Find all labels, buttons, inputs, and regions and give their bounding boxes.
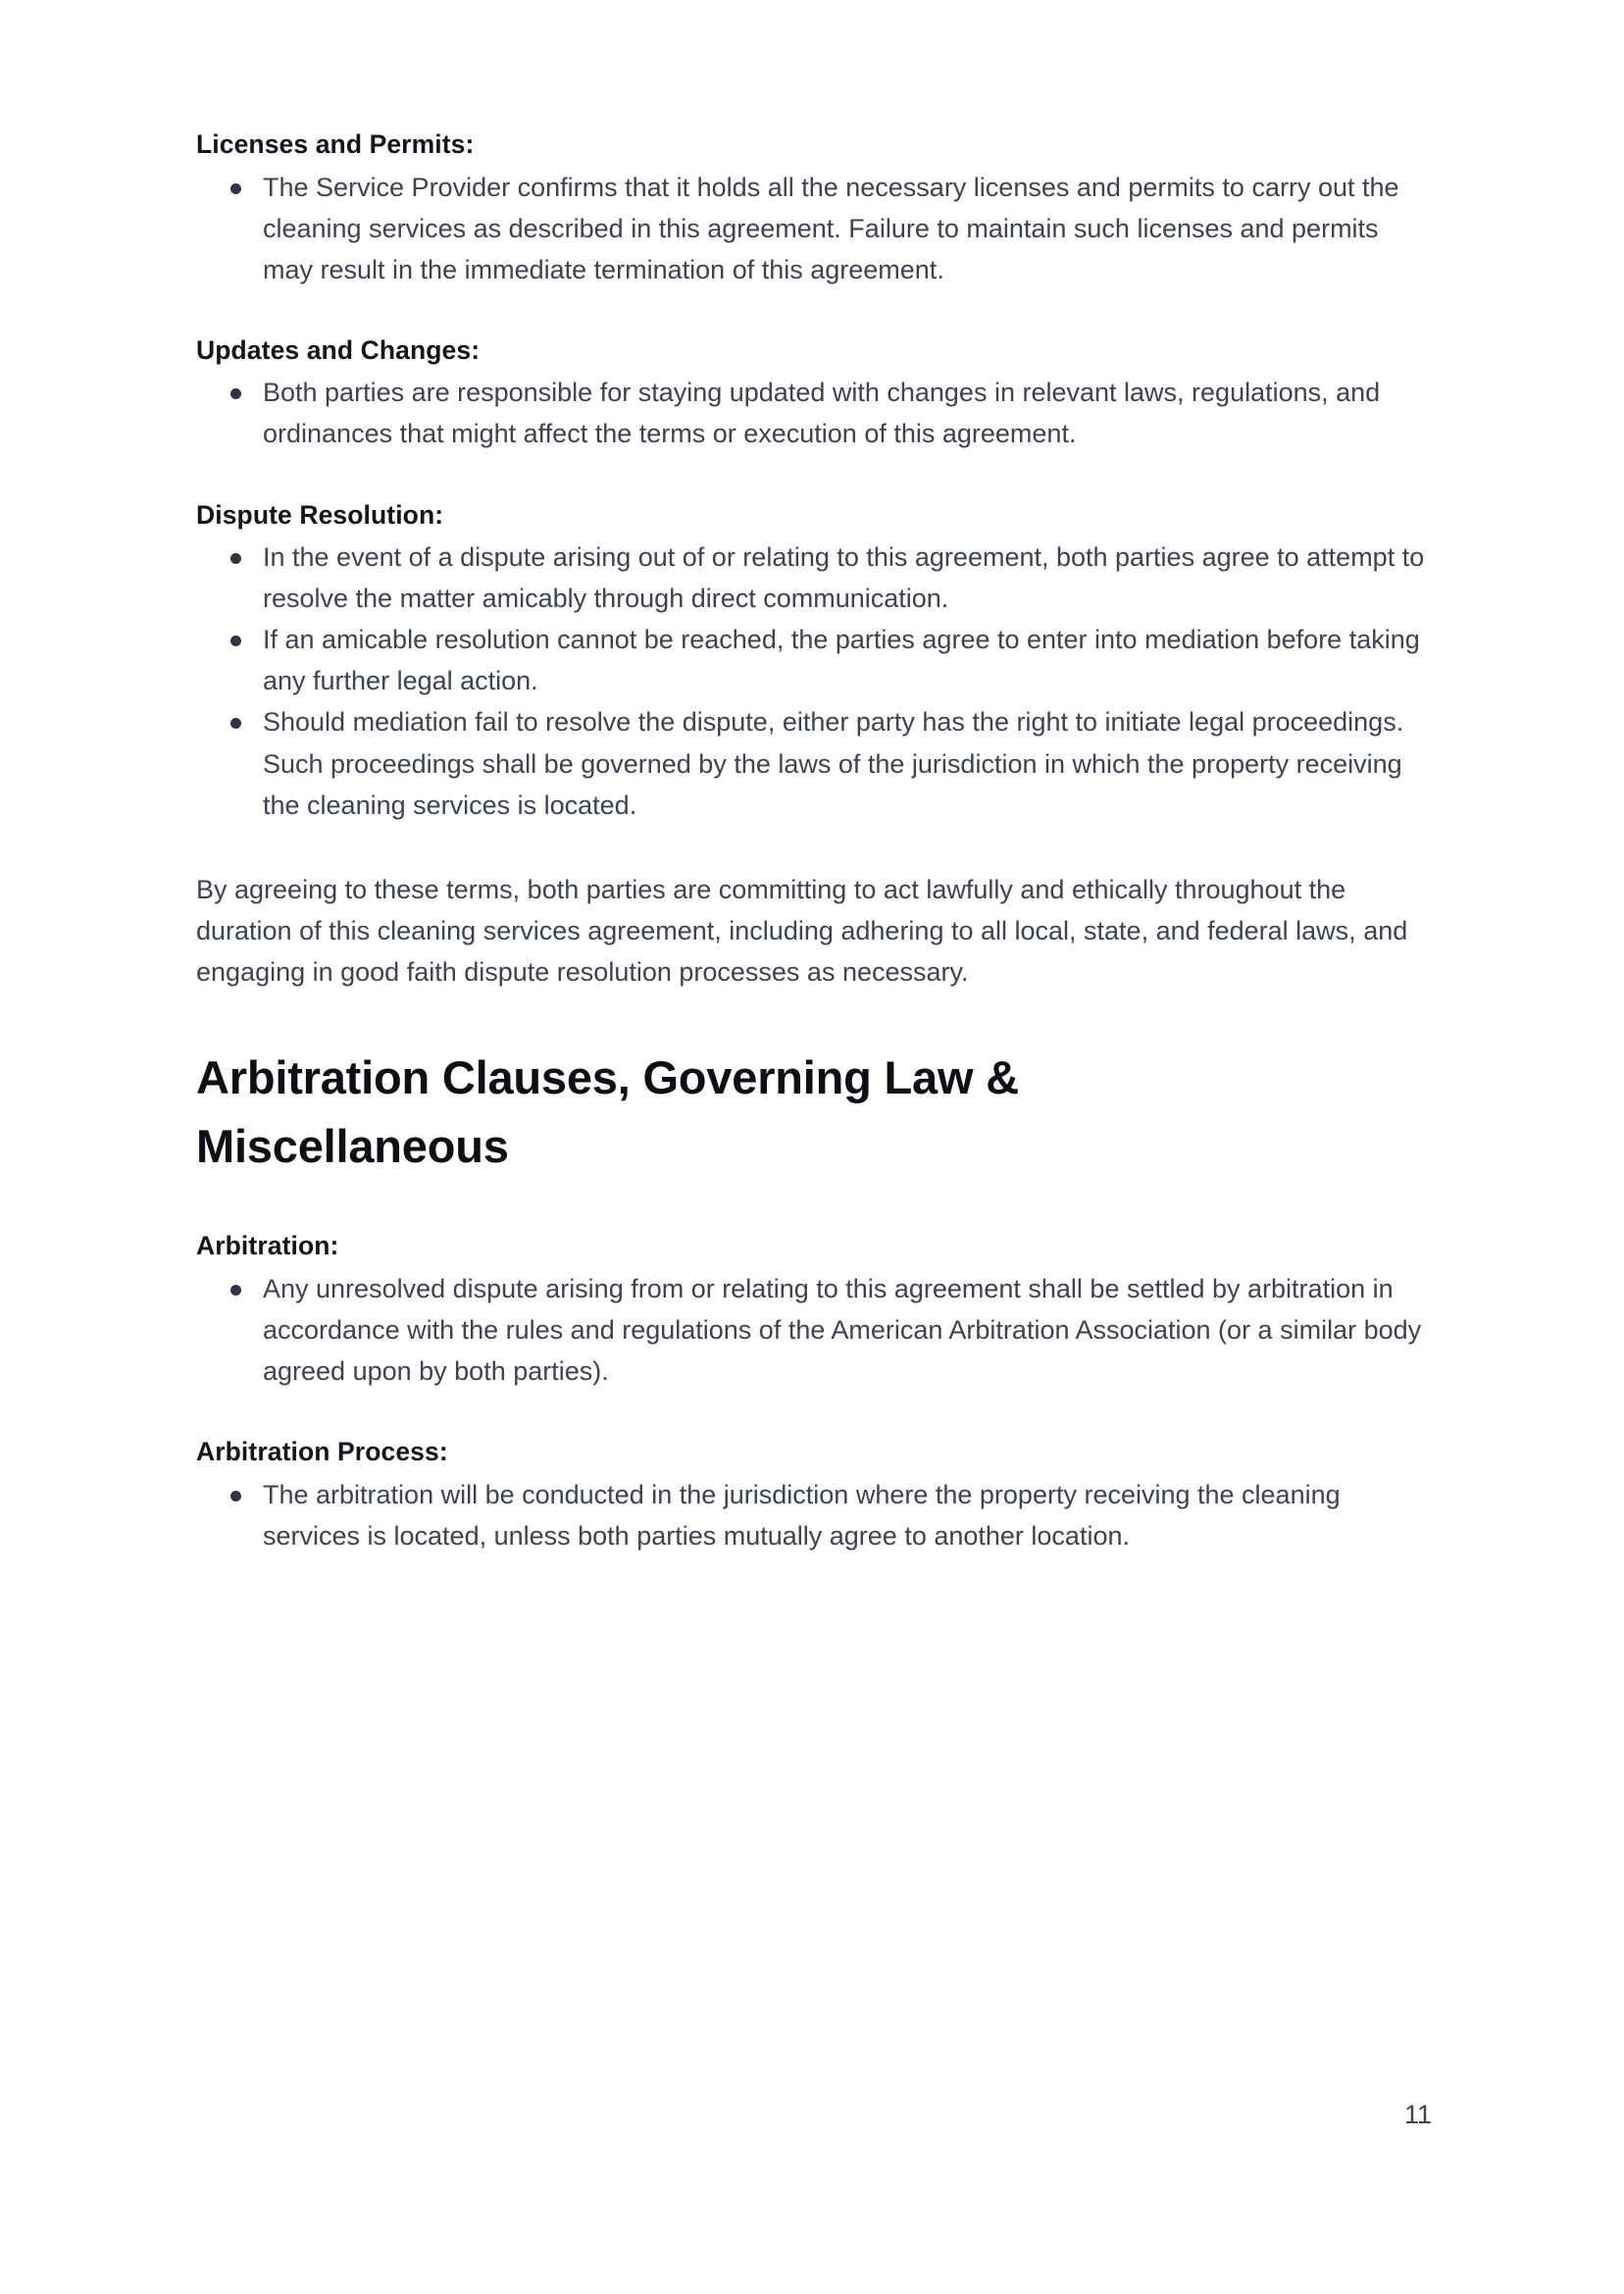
list-item-text: Any unresolved dispute arising from or relating to this agreement shall be settled by arbitration in accordance with the rules and regulations of the American Arbitration Association (or a similar body agreed upon by both parties). <box>263 1273 1422 1386</box>
bullet-dot-icon <box>230 553 241 564</box>
bullet-list-licenses-and-permits <box>196 167 1432 290</box>
section-arbitration <box>196 1229 1432 1392</box>
section-heading-licenses-and-permits: Licenses and Permits: <box>196 129 475 159</box>
bullet-list-arbitration <box>196 1268 1432 1392</box>
bullet-dot-icon <box>230 636 241 646</box>
list-item <box>196 1474 1432 1556</box>
bullet-dot-icon <box>230 1285 241 1296</box>
list-item <box>196 372 1432 454</box>
list-item-text: The Service Provider confirms that it holds all the necessary licenses and permits to carry out the cleaning services as described in this agreement. Failure to maintain such licenses and permits may result in the immediate termination of this agreement. <box>263 172 1399 284</box>
section-arbitration-process <box>196 1435 1432 1556</box>
list-item-text: Should mediation fail to resolve the dispute, either party has the right to initiate legal proceedings. Such proceedings shall be governed by the laws of the jurisdiction in which the property receiving the cleaning services is located. <box>263 707 1404 820</box>
bullet-list-updates-and-changes <box>196 372 1432 454</box>
page-title: Arbitration Clauses, Governing Law & Miscellaneous <box>196 1051 1019 1172</box>
section-heading-dispute-resolution: Dispute Resolution: <box>196 499 444 530</box>
bullet-list-arbitration-process <box>196 1474 1432 1556</box>
list-item <box>196 1268 1432 1392</box>
bullet-dot-icon <box>230 183 241 194</box>
section-heading-arbitration-process: Arbitration Process: <box>196 1437 448 1467</box>
bullet-dot-icon <box>230 1491 241 1502</box>
list-item-text: Both parties are responsible for staying updated with changes in relevant laws, regulations, and ordinances that might affect the terms or execution of this agreement. <box>263 378 1381 449</box>
list-item <box>196 167 1432 290</box>
bullet-dot-icon <box>230 388 241 399</box>
section-licenses-and-permits <box>196 127 1432 290</box>
list-item-text: If an amicable resolution cannot be reached, the parties agree to enter into mediation before taking any further legal action. <box>263 625 1420 696</box>
section-heading-arbitration: Arbitration: <box>196 1231 339 1261</box>
list-item-text: In the event of a dispute arising out of or relating to this agreement, both parties agree to attempt to resolve the matter amicably through direct communication. <box>263 542 1425 614</box>
section-heading-updates-and-changes: Updates and Changes: <box>196 334 481 365</box>
bullet-list-dispute-resolution <box>196 536 1432 826</box>
page-content <box>196 127 1432 1600</box>
page-number: 11 <box>1403 2100 1432 2129</box>
list-item <box>196 536 1432 619</box>
list-item-text: The arbitration will be conducted in the jurisdiction where the property receiving the cleaning services is located, unless both parties mutually agree to another location. <box>263 1479 1341 1551</box>
list-item <box>196 619 1432 701</box>
list-item <box>196 701 1432 825</box>
summary-paragraph: By agreeing to these terms, both parties are committing to act lawfully and ethically throughout the duration of this cleaning services agreement, including adhering to all local, state, and federal laws, and engaging in good faith dispute resolution processes as necessary. <box>196 874 1408 988</box>
section-updates-and-changes <box>196 333 1432 455</box>
section-dispute-resolution <box>196 498 1432 826</box>
bullet-dot-icon <box>230 718 241 729</box>
